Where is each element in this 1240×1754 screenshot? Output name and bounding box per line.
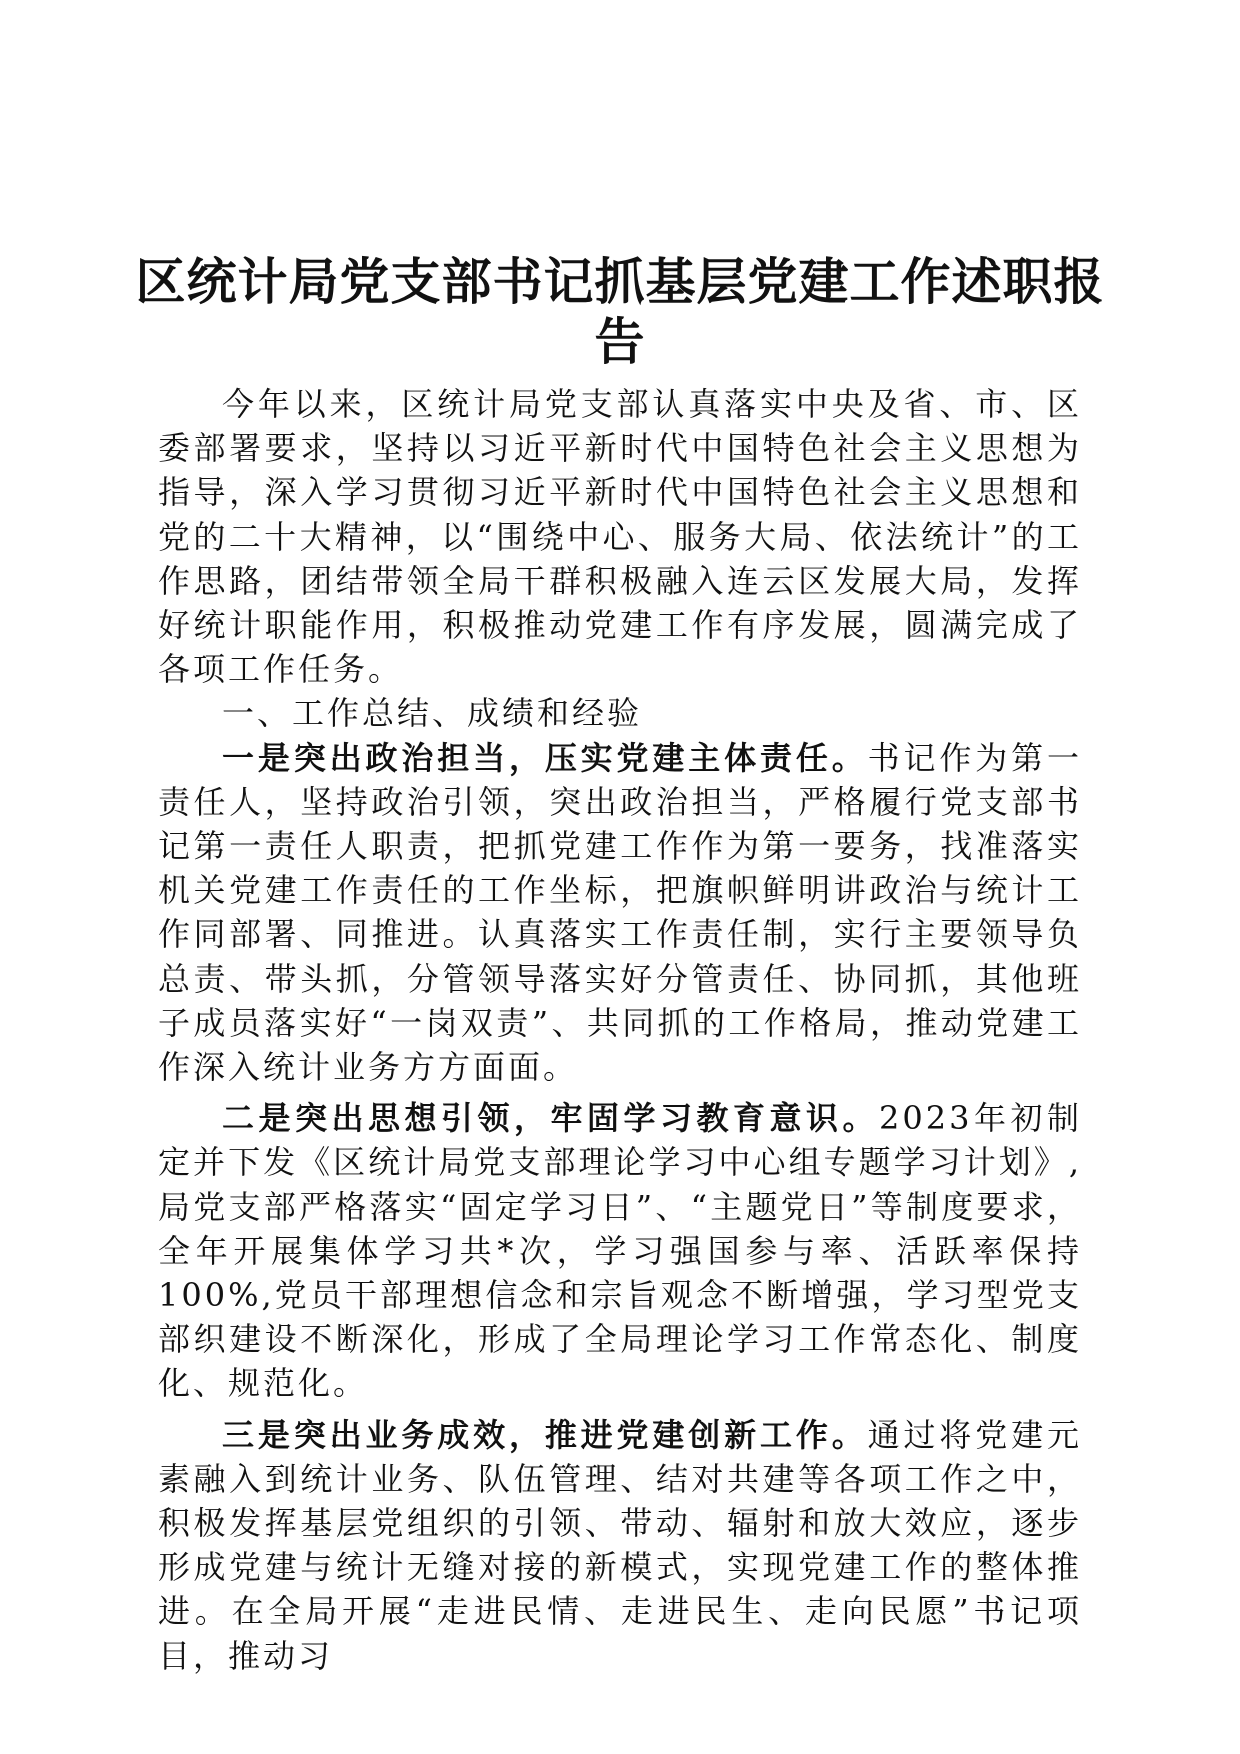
body-paragraph-1 [158, 736, 1082, 1090]
intro-paragraph: 今年以来，区统计局党支部认真落实中央及省、市、区委部署要求，坚持以习近平新时代中国特色社会主义思想为指导，深入学习贯彻习近平新时代中国特色社会主义思想和党的二十大精神，以“围绕中心、服务大局、依法统计”的工作思路，团结带领全局干群积极融入连云区发展大局，发挥好统计职能作用，积极推动党建工作有序发展，圆满完成了各项工作任务。 [158, 385, 1082, 689]
document-title: 区统计局党支部书记抓基层党建工作述职报告 [135, 252, 1105, 371]
section-heading: 一、工作总结、成绩和经验 [222, 694, 643, 733]
document-body [158, 382, 1082, 1678]
body-paragraph-3 [158, 1413, 1082, 1678]
paragraph-1-lead: 一是突出政治担当，压实党建主体责任。 [222, 738, 868, 777]
paragraph-2-lead: 二是突出思想引领，牢固学习教育意识。 [222, 1099, 880, 1138]
paragraph-3-text: 通过将党建元素融入到统计业务、队伍管理、结对共建等各项工作之中，积极发挥基层党组织的引领、带动、辐射和放大效应，逐步形成党建与统计无缝对接的新模式，实现党建工作的整体推进。在全局开展“走进民情、走进民生、走向民愿”书记项目，推动习 [158, 1415, 1082, 1675]
paragraph-3-lead: 三是突出业务成效，推进党建创新工作。 [222, 1415, 868, 1454]
body-paragraph-2 [158, 1096, 1082, 1405]
paragraph-2-text: 2023年初制定并下发《区统计局党支部理论学习中心组专题学习计划》,局党支部严格落实“固定学习日”、“主题党日”等制度要求，全年开展集体学习共*次，学习强国参与率、活跃率保持100%,党员干部理想信念和宗旨观念不断增强，学习型党支部织建设不断深化，形成了全局理论学习工作常态化、制度化、规范化。 [158, 1099, 1082, 1403]
paragraph-1-text: 书记作为第一责任人，坚持政治引领，突出政治担当，严格履行党支部书记第一责任人职责，把抓党建工作作为第一要务，找准落实机关党建工作责任的工作坐标，把旗帜鲜明讲政治与统计工作同部署、同推进。认真落实工作责任制，实行主要领导负总责、带头抓，分管领导落实好分管责任、协同抓，其他班子成员落实好“一岗双责”、共同抓的工作格局，推动党建工作深入统计业务方方面面。 [158, 738, 1082, 1087]
